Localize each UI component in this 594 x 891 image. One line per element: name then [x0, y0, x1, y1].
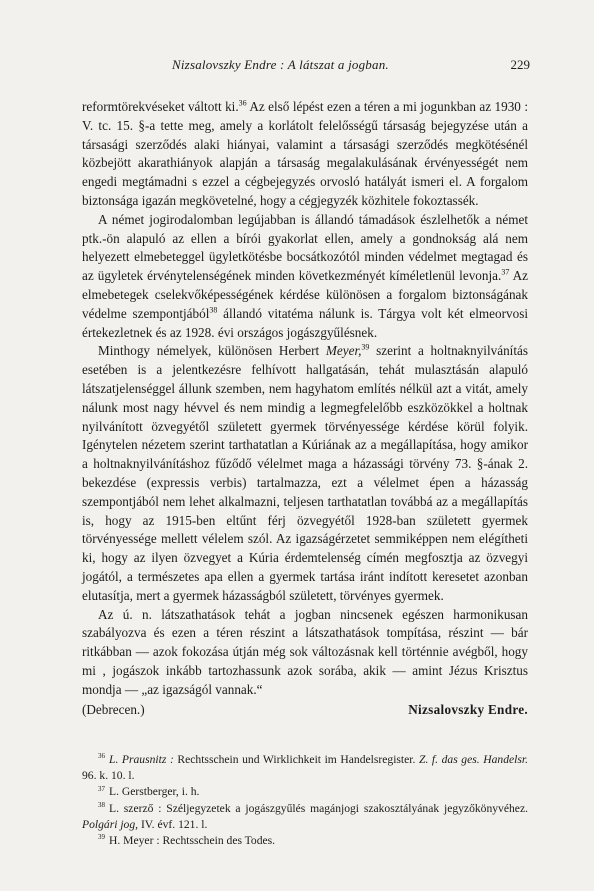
signature-line [82, 701, 528, 720]
paragraph [82, 98, 528, 211]
place-label: (Debrecen.) [82, 701, 145, 717]
author-name: Meyer, [325, 343, 362, 359]
footnotes [82, 752, 528, 849]
page-header [90, 57, 530, 75]
footnote-number: 39 [98, 833, 105, 842]
footnote-text: Rechtsschein und Wirklichkeit im Handelsregister. [173, 753, 419, 766]
text-run: Az első lépést ezen a téren a mi jogunkban az 1930 : V. tc. 15. §-a tette meg, amely a korlátolt felelősségű társaság bejegyzése után a társasági szerződés alaki hiányai, valamint a társasági szerződés megkötésénél közbejött akarathiányok alapján a társaság megalakulásának érvényességét nem engedi megtámadni s ezzel a cégbejegyzés orvosló hatályát ismeri el. A forgalom biztonsága igazán megkövetelné, hogy a cégjegyzék közhitele fokoztassék. [82, 99, 528, 208]
footnote-ref: 39 [361, 342, 370, 352]
footnote-number: 38 [98, 800, 105, 809]
footnote-tail: 96. k. 10. l. [82, 769, 135, 783]
footnote-text: H. Meyer : Rechtsschein des Todes. [109, 834, 276, 848]
page-number: 229 [510, 57, 530, 72]
footnote-text: L. szerző : Széljegyzetek a jogászgyűlés magánjogi szakosztályának jegyzőkönyvéhez. [109, 801, 528, 815]
text-run: Az ú. n. látszathatások tehát a jogban nincsenek egészen harmonikusan szabályozva és ezen a téren részint a látszathatások tompítása, részint — bár ritkábban — azok fokozása útján még sok változásnak kell történnie avégből, hogy mi , jogászok inkább tartozhassunk azok sorába, akik — amint Jézus Krisztus mondja — „az igazságól vannak.“ [82, 606, 528, 697]
footnote-ref: 38 [209, 305, 218, 315]
footnote [82, 801, 528, 833]
footnote-text: L. Gerstberger, i. h. [109, 785, 200, 799]
paragraph [82, 342, 528, 605]
footnote-tail: IV. évf. 121. l. [138, 817, 208, 831]
text-run: Az elmebetegek cselekvőképességének kérdése különösen a forgalom biztonságának védelme szempontjából [82, 268, 528, 321]
footnote [82, 833, 528, 849]
footnote-source: Polgári jog, [82, 817, 139, 831]
main-text [82, 98, 528, 719]
footnote [82, 752, 528, 784]
text-run: szerint a holtnaknyilvánítás esetében is a jelentkezésre felhívott hallgatásán, tehát mulasztásán alapuló látszatjelenséggel állunk szemben, nem hagyhatom említés nélkül azt a vitát, amely nálunk most nagy hévvel és nem mindig a legmegfelelőbb eszközökkel a holtnak nyilvánított özvegyétől született gyermek törvényessége kérdése körül folyik. Igénytelen nézetem szerint tarthatatlan a Kúriának az a megállapítása, hogy amikor a holtnaknyilvánításhoz fűződő vélelmet maga a házassági törvény 73. §-ának 2. bekezdése (expressis verbis) tartalmazza, ezt a vélelmet épen a házasság szempontjából nem lehet alkalmazni, teljesen tarthatatlan továbbá az a megállapítás is, hogy az 1915-ben eltűnt férj özvegyétől 1928-ban született gyermek törvényessége mellett vélelem szól. Az igazságérzetet semmiképpen nem elégítheti ki, hogy az ilyen özvegyet a Kúria érdemtelenség címén megfosztja az özvegyi jogától, a természetes apa ellen a gyermek tartása iránt indított keresetet azonban elutasítja, mert a gyermek házasságból született, törvényes gyermek. [82, 343, 528, 603]
footnote-ref: 37 [501, 267, 510, 277]
text-run: állandó vitatéma nálunk is. Tárgya volt két elmeorvosi értekezletnek és az 1928. évi országos jogászgyűlésnek. [82, 305, 528, 340]
text-run: Minthogy némelyek, különösen Herbert [98, 343, 326, 359]
footnote-ref: 36 [238, 98, 247, 108]
footnote [82, 784, 528, 800]
text-run: A német jogirodalomban legújabban is állandó támadások észlelhetők a német ptk.-ön alapuló az ellen a bírói gyakorlat ellen, amely a gondnokság alá nem helyezett elmebeteggel ügyletkötésbe bocsátkozótól minden védelmet megtagad és az ügyletek érvénytelenségének minden következményét kíméletlenül levonja. [82, 211, 528, 284]
paragraph [82, 211, 528, 343]
footnote-source: Z. f. das ges. Handelsr. [419, 753, 528, 766]
running-title: Nizsalovszky Endre : A látszat a jogban. [172, 57, 389, 72]
footnote-number: 37 [98, 784, 105, 793]
text-run: reformtörekvéseket váltott ki. [82, 99, 239, 114]
author-signature: Nizsalovszky Endre. [408, 701, 528, 717]
footnote-number: 36 [98, 752, 105, 761]
paragraph [82, 606, 528, 700]
footnote-author: L. Prausnitz : [109, 753, 174, 766]
